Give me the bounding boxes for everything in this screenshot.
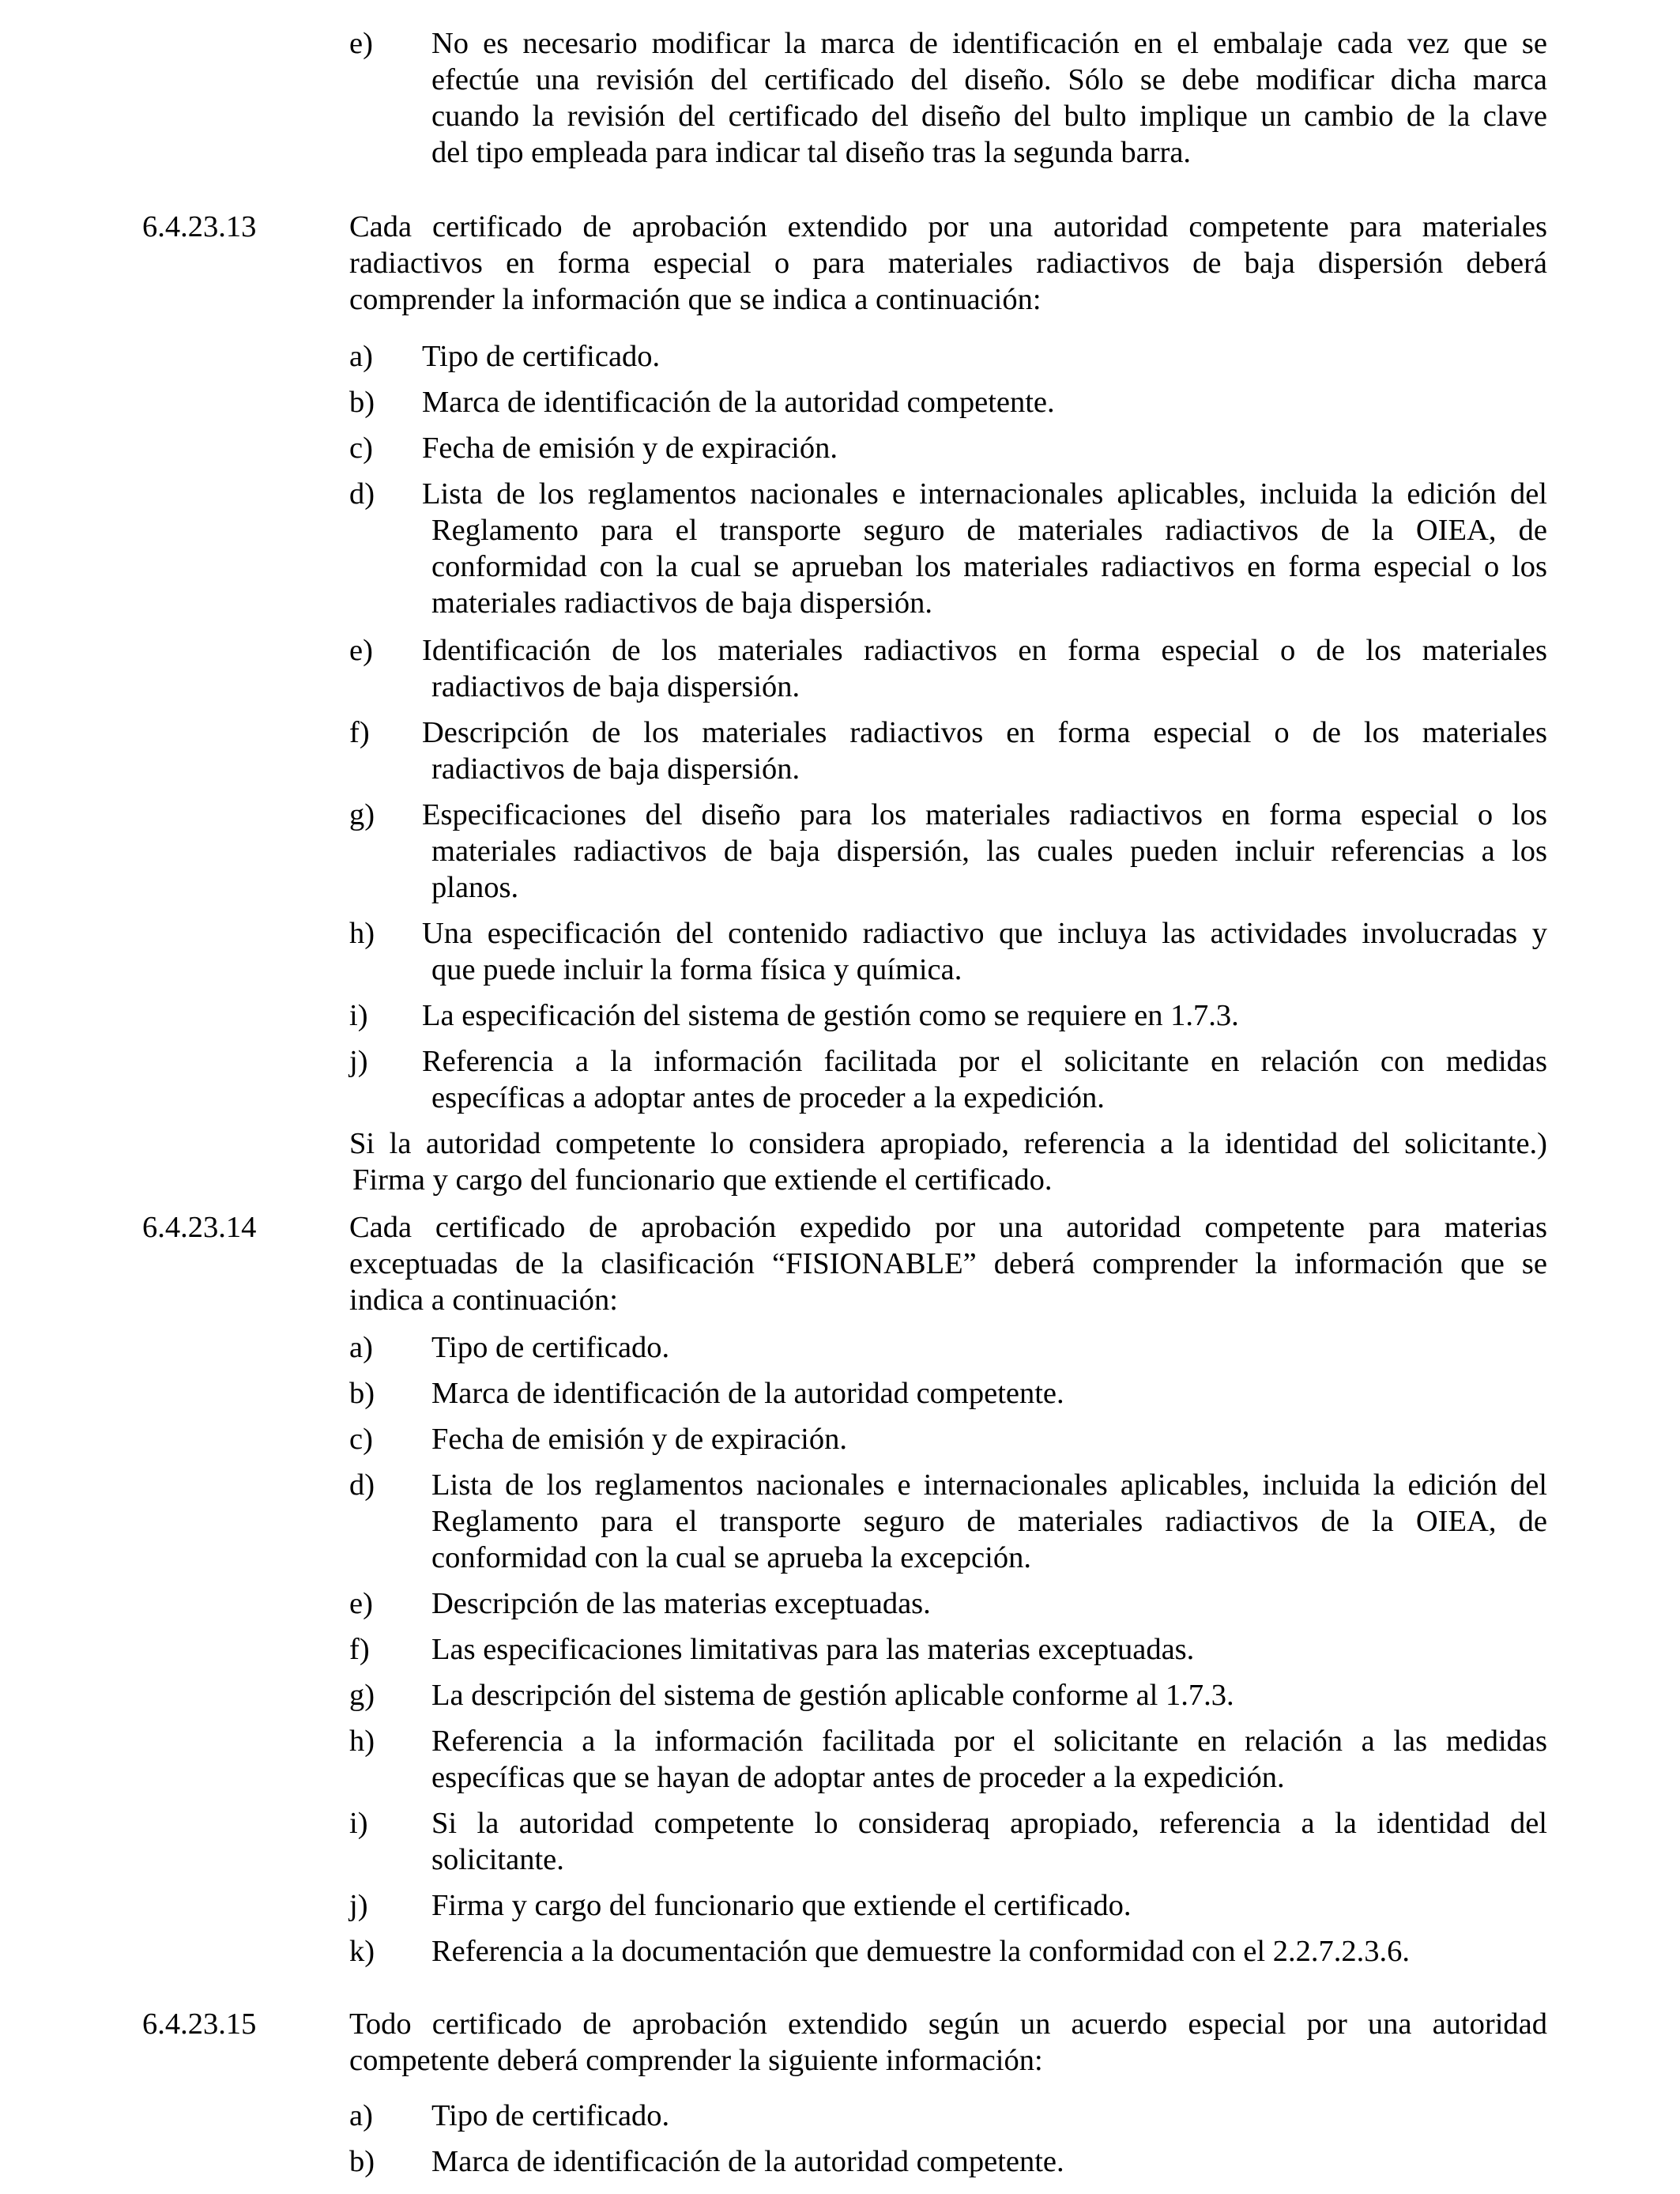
list-marker: c) <box>349 432 373 465</box>
list-item-line: Reglamento para el transporte seguro de materiales radiactivos de la OIEA, de <box>431 1505 1547 1538</box>
list-item-line: cuando la revisión del certificado del diseño del bulto implique un cambio de la clave <box>431 100 1547 133</box>
list-marker: d) <box>349 477 375 511</box>
list-item-line: Fecha de emisión y de expiración. <box>422 432 838 465</box>
list-item-line: radiactivos de baja dispersión. <box>431 752 800 786</box>
list-item-line: materiales radiactivos de baja dispersión, las cuales pueden incluir referencias a los <box>431 835 1547 868</box>
list-item-line: La especificación del sistema de gestión como se requiere en 1.7.3. <box>422 999 1239 1032</box>
list-item-line: Identificación de los materiales radiactivos en forma especial o de los materiales <box>422 634 1547 667</box>
list-item-line: planos. <box>431 871 519 904</box>
list-item-line: conformidad con la cual se aprueba la excepción. <box>431 1541 1031 1574</box>
list-marker: b) <box>349 2145 375 2178</box>
list-item-line: Marca de identificación de la autoridad competente. <box>431 2145 1064 2178</box>
section-intro-line: Cada certificado de aprobación expedido por una autoridad competente para materias <box>349 1211 1547 1244</box>
list-marker: i) <box>349 1807 368 1840</box>
list-item-line: Lista de los reglamentos nacionales e internacionales aplicables, incluida la edición del <box>422 477 1547 511</box>
list-marker: d) <box>349 1468 375 1502</box>
list-item-line: Especificaciones del diseño para los materiales radiactivos en forma especial o los <box>422 798 1547 831</box>
list-item-line: del tipo empleada para indicar tal diseño tras la segunda barra. <box>431 136 1192 169</box>
list-marker: k) <box>349 1935 375 1968</box>
list-item-line: solicitante. <box>431 1843 564 1876</box>
list-item-line: que puede incluir la forma física y química. <box>431 953 962 986</box>
list-marker: j) <box>349 1889 368 1922</box>
list-item-line: Si la autoridad competente lo consideraq apropiado, referencia a la identidad del <box>431 1807 1547 1840</box>
list-item-line: efectúe una revisión del certificado del diseño. Sólo se debe modificar dicha marca <box>431 63 1547 96</box>
list-item-line: Reglamento para el transporte seguro de materiales radiactivos de la OIEA, de <box>431 514 1547 547</box>
list-item-line: Lista de los reglamentos nacionales e internacionales aplicables, incluida la edición del <box>431 1468 1547 1502</box>
list-marker: c) <box>349 1423 373 1456</box>
section-intro-line: competente deberá comprender la siguiente información: <box>349 2044 1043 2077</box>
section-intro-line: Todo certificado de aprobación extendido según un acuerdo especial por una autoridad <box>349 2007 1547 2041</box>
section-intro-line: radiactivos en forma especial o para materiales radiactivos de baja dispersión deberá <box>349 247 1547 280</box>
section-intro-line: Cada certificado de aprobación extendido por una autoridad competente para materiales <box>349 210 1547 243</box>
list-item-line: Fecha de emisión y de expiración. <box>431 1423 847 1456</box>
section-number: 6.4.23.15 <box>142 2007 257 2041</box>
list-item-line: radiactivos de baja dispersión. <box>431 670 800 703</box>
list-item-line: Tipo de certificado. <box>431 1331 670 1364</box>
list-item-line: Referencia a la documentación que demuestre la conformidad con el 2.2.7.2.3.6. <box>431 1935 1410 1968</box>
list-item-line: Las especificaciones limitativas para las materias exceptuadas. <box>431 1633 1195 1666</box>
list-item-line: Referencia a la información facilitada por el solicitante en relación con medidas <box>422 1045 1547 1078</box>
list-item-line: Una especificación del contenido radiactivo que incluya las actividades involucradas y <box>422 917 1547 950</box>
section-number: 6.4.23.14 <box>142 1211 257 1244</box>
list-marker: j) <box>349 1045 368 1078</box>
list-marker: b) <box>349 1377 375 1410</box>
section-intro-line: comprender la información que se indica a continuación: <box>349 283 1042 316</box>
list-item-line: específicas a adoptar antes de proceder a la expedición. <box>431 1081 1105 1114</box>
section-intro-line: indica a continuación: <box>349 1284 618 1317</box>
list-item-line: La descripción del sistema de gestión aplicable conforme al 1.7.3. <box>431 1679 1234 1712</box>
closing-line: Si la autoridad competente lo considera apropiado, referencia a la identidad del solicitante.) <box>349 1127 1547 1160</box>
list-marker: b) <box>349 386 375 419</box>
list-marker: h) <box>349 917 375 950</box>
list-marker: e) <box>349 634 373 667</box>
list-item-line: No es necesario modificar la marca de identificación en el embalaje cada vez que se <box>431 27 1547 60</box>
list-marker: g) <box>349 798 375 831</box>
list-item-line: conformidad con la cual se aprueban los materiales radiactivos en forma especial o los <box>431 550 1547 583</box>
list-marker: a) <box>349 340 373 373</box>
list-item-line: Referencia a la información facilitada por el solicitante en relación a las medidas <box>431 1725 1547 1758</box>
section-intro-line: exceptuadas de la clasificación “FISIONABLE” deberá comprender la información que se <box>349 1247 1547 1280</box>
closing-line: Firma y cargo del funcionario que extiende el certificado. <box>352 1163 1053 1197</box>
list-item-line: específicas que se hayan de adoptar antes de proceder a la expedición. <box>431 1761 1285 1794</box>
list-marker: f) <box>349 1633 370 1666</box>
list-item-line: materiales radiactivos de baja dispersión. <box>431 586 932 620</box>
list-item-line: Descripción de las materias exceptuadas. <box>431 1587 931 1620</box>
list-item-line: Marca de identificación de la autoridad competente. <box>431 1377 1064 1410</box>
list-item-line: Firma y cargo del funcionario que extiende el certificado. <box>431 1889 1132 1922</box>
section-number: 6.4.23.13 <box>142 210 257 243</box>
list-marker: e) <box>349 27 373 60</box>
list-marker: i) <box>349 999 368 1032</box>
list-marker: g) <box>349 1679 375 1712</box>
list-item-line: Tipo de certificado. <box>422 340 661 373</box>
list-item-line: Marca de identificación de la autoridad competente. <box>422 386 1055 419</box>
list-marker: f) <box>349 716 370 749</box>
list-marker: e) <box>349 1587 373 1620</box>
list-marker: a) <box>349 1331 373 1364</box>
list-item-line: Tipo de certificado. <box>431 2099 670 2132</box>
list-marker: h) <box>349 1725 375 1758</box>
list-marker: a) <box>349 2099 373 2132</box>
list-item-line: Descripción de los materiales radiactivos en forma especial o de los materiales <box>422 716 1547 749</box>
